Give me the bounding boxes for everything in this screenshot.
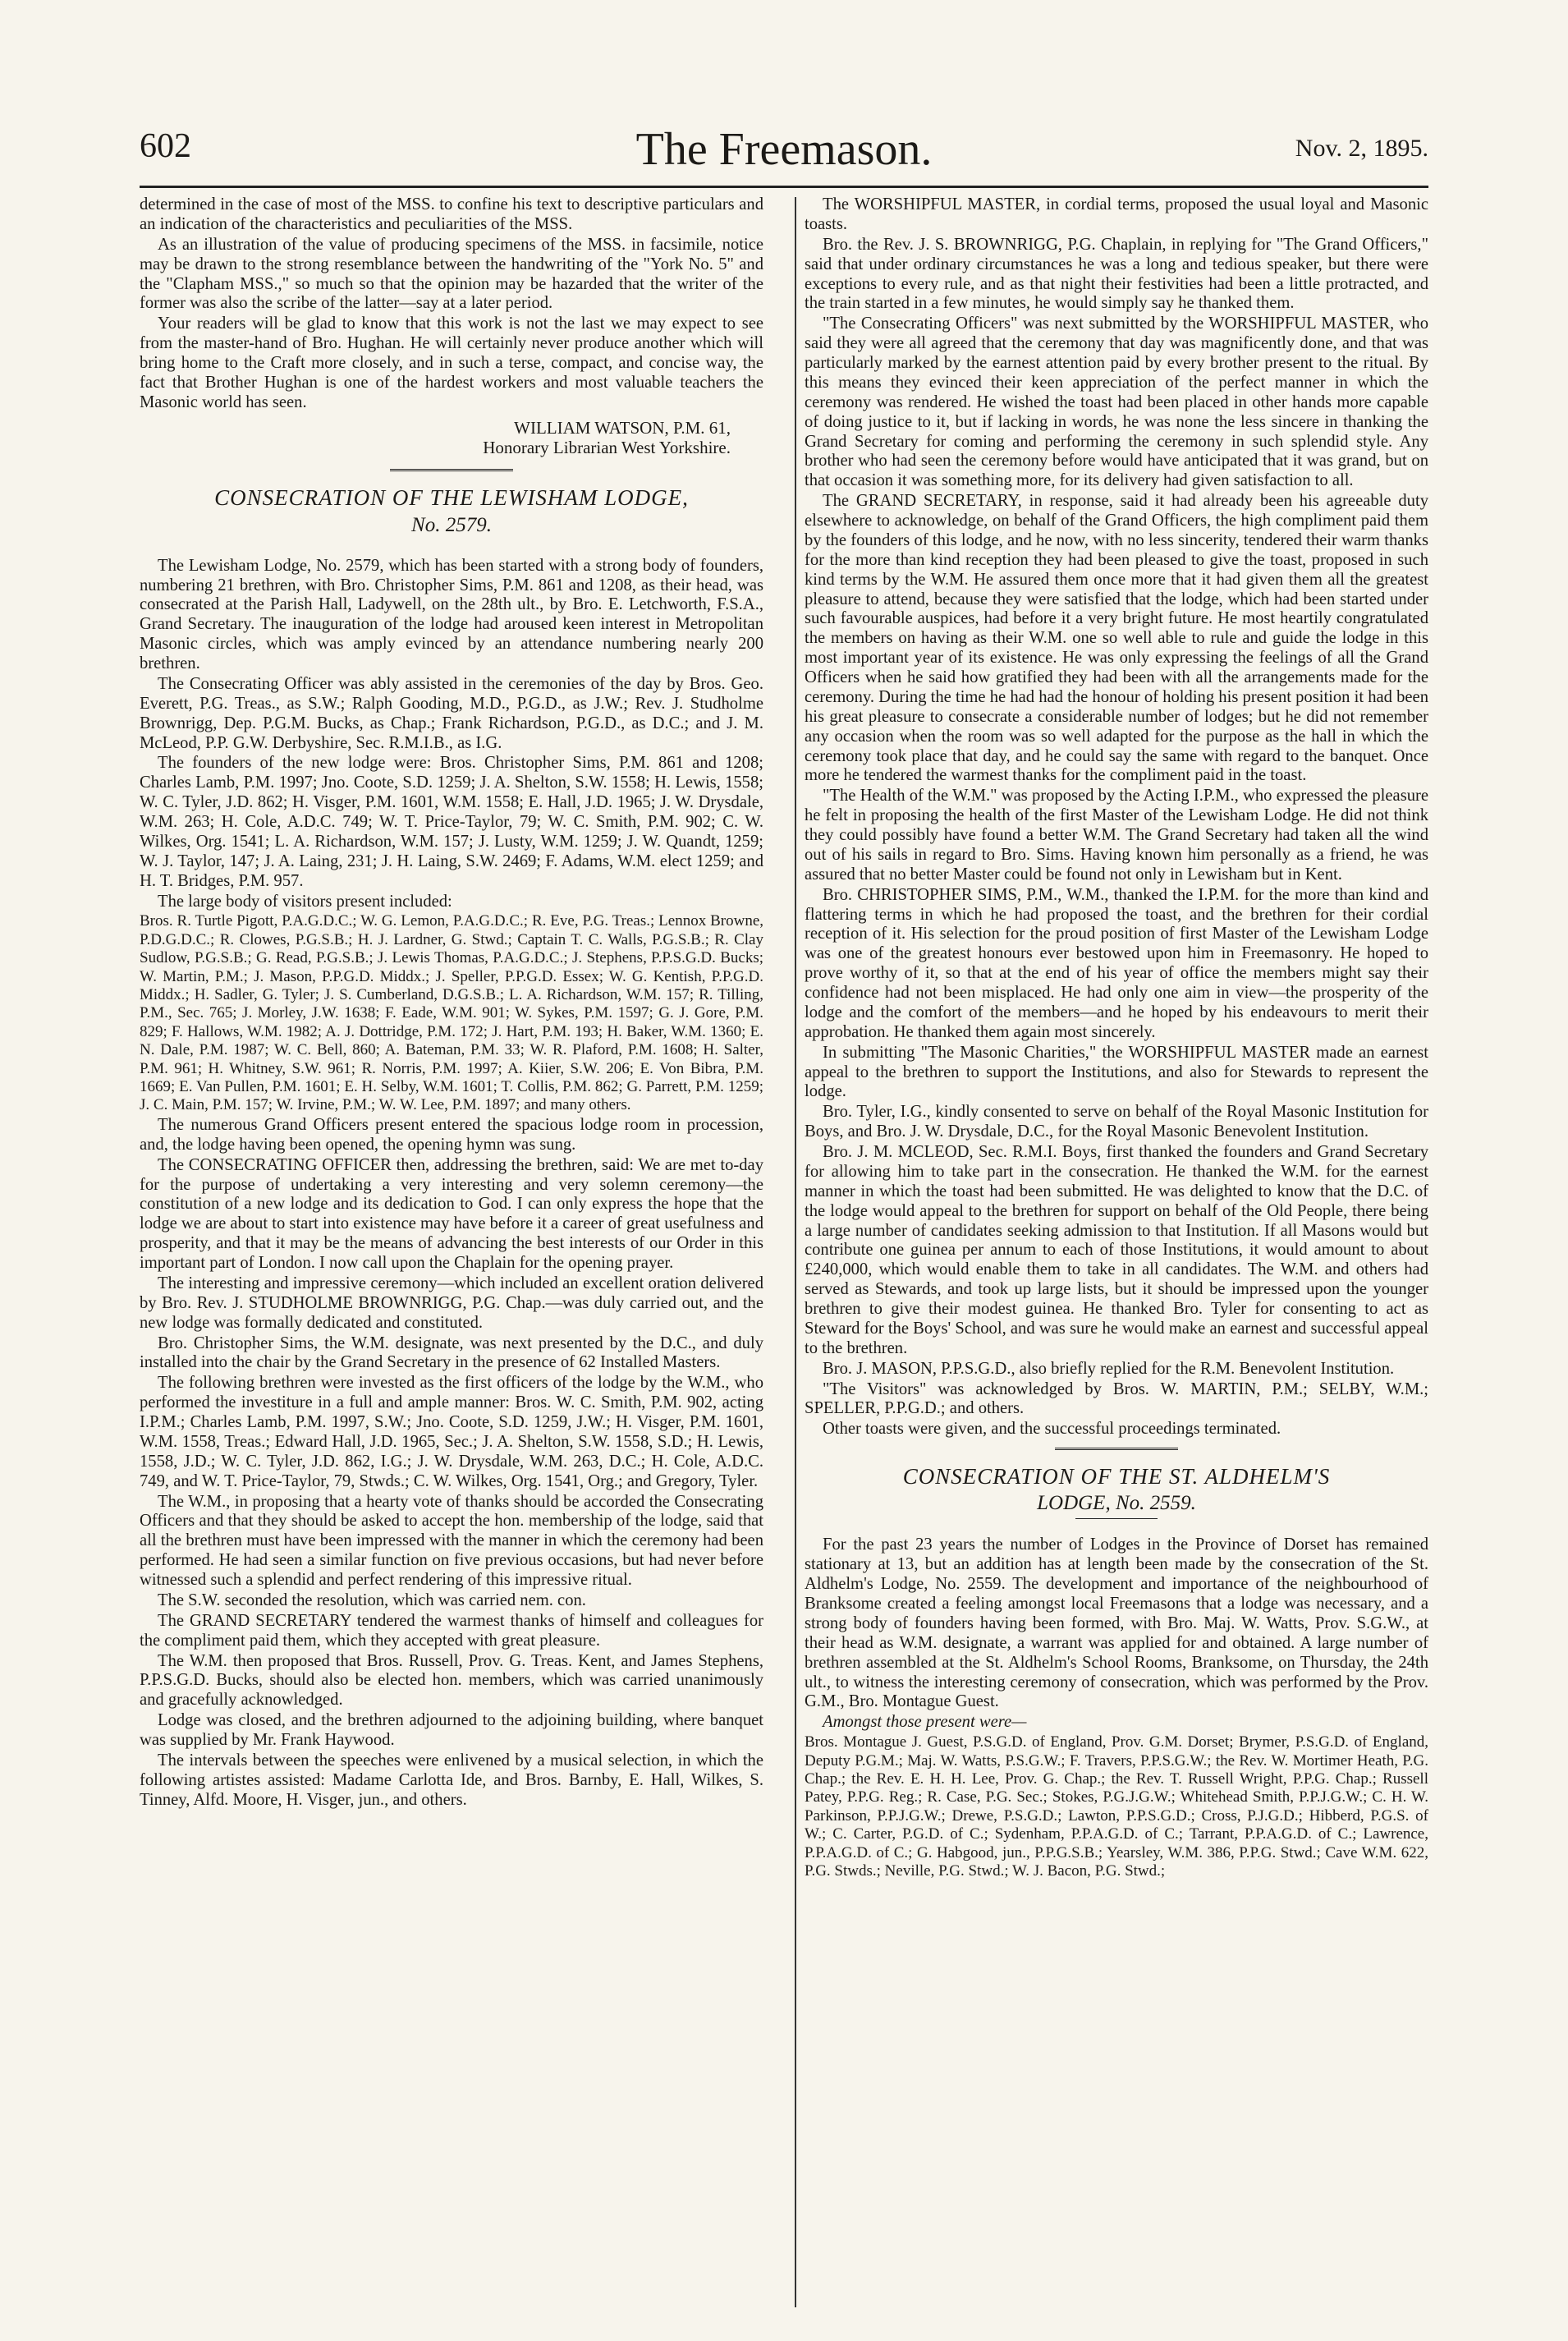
section-rule	[390, 469, 513, 474]
paragraph: The W.M. then proposed that Bros. Russell, Prov. G. Treas. Kent, and James Stephens, P.P.S.G.D. Bucks, should also be elected hon. members, which was carried unanimously and gracefully acknowledged.	[140, 1651, 763, 1710]
signature-title: Honorary Librarian West Yorkshire.	[483, 437, 731, 457]
paragraph: Lodge was closed, and the brethren adjourned to the adjoining building, where banquet was supplied by Mr. Frank Haywood.	[140, 1711, 763, 1749]
page-header	[140, 123, 1428, 189]
paragraph: The Lewisham Lodge, No. 2579, which has been started with a strong body of founders, numbering 21 brethren, with Bro. Christopher Sims, P.M. 861 and 1208, as their head, was consecrated at the Parish Hall, Ladywell, on the 28th ult., by Bro. E. Letchworth, F.S.A., Grand Secretary. The inauguration of the lodge had aroused keen interest in Metropolitan Masonic circles, which was amply evinced by an attendance numbering nearly 200 brethren.	[140, 556, 763, 673]
paragraph: The WORSHIPFUL MASTER, in cordial terms, proposed the usual loyal and Masonic toasts.	[805, 195, 1428, 233]
paragraph: The Consecrating Officer was ably assisted in the ceremonies of the day by Bros. Geo. Everett, P.G. Treas., as S.W.; Ralph Gooding, M.D., P.G.D., as J.W.; Rev. J. Studholme Brownrigg, Dep. P.G.M. Bucks, as Chap.; Frank Richardson, P.G.D., as D.C.; and J. M. McLeod, P.P. G.W. Derbyshire, Sec. R.M.I.B., as I.G.	[140, 674, 763, 752]
paragraph: The founders of the new lodge were: Bros. Christopher Sims, P.M. 861 and 1208; Charles Lamb, P.M. 1997; Jno. Coote, S.D. 1259; J. A. Shelton, S.W. 1558; H. Lewis, 1558; W. C. Tyler, J.D. 862; H. Visger, P.M. 1601, W.M. 1558; E. Hall, J.D. 1965; J. W. Drysdale, W.M. 263; H. Cole, A.D.C. 749; W. T. Price-Taylor, 79; W. C. Smith, P.M. 902; C. W. Wilkes, Org. 1541; L. A. Richardson, W.M. 157; J. Lusty, W.M. 1259; J. W. Quandt, 1259; W. J. Taylor, 147; J. A. Laing, 231; J. H. Laing, S.W. 2469; F. Adams, W.M. elect 1259; and H. T. Bridges, P.M. 957.	[140, 754, 763, 890]
left-column	[140, 195, 763, 1811]
paragraph: Other toasts were given, and the successful proceedings terminated.	[823, 1420, 1281, 1439]
paragraph: As an illustration of the value of producing specimens of the MSS. in facsimile, notice may be drawn to the strong resemblance between the handwriting of the "York No. 5" and the "Clapham MSS.," so much so that the opinion may be hazarded that the writer of the former was also the scribe of the latter—say at a later period.	[140, 235, 763, 313]
article-heading: CONSECRATION OF THE ST. ALDHELM'S	[902, 1464, 1331, 1490]
paragraph: Your readers will be glad to know that this work is not the last we may expect to see from the master-hand of Bro. Hughan. He will certainly never produce another which will bring home to the Craft more closely, and in such a terse, compact, and concise way, the fact that Brother Hughan is one of the hardest workers and most valuable teachers the Masonic world has seen.	[140, 314, 763, 411]
paragraph: The W.M., in proposing that a hearty vote of thanks should be accorded the Consecrating Officers and that they should be asked to accept the hon. membership of the lodge, said that all the brethren must have been impressed with the manner in which the ceremony had been performed. He had seen a similar function on five previous occasions, but had never before witnessed such a splendid and perfect rendering of this impressive ritual.	[140, 1492, 763, 1589]
paragraph: The GRAND SECRETARY, in response, said it had already been his agreeable duty elsewhere to acknowledge, on behalf of the Grand Officers, the high compliment paid them by the founders of this lodge, and he now, with no less sincerity, tendered their warm thanks for the more than kind reception they had been pleased to give the toast, proposed in such kind terms by the W.M. He assured them once more that it had given them all the greatest pleasure to attend, because they were satisfied that the lodge, which had been started under such favourable auspices, had before it a very bright future. He most heartily congratulated the members on having as their W.M. one so well able to rule and guide the lodge in this most important year of its existence. He was only expressing the feelings of all the Grand Officers when he said how gratified they had been with all the arrangements made for the ceremony. During the time he had had the honour of holding his present position it had been his great pleasure to consecrate a considerable number of lodges; but he did not remember any occasion when the room was so well adapted for the purpose as the hall in which the ceremony took place that day, and he could say the same with regard to the banquet. Once more he tendered the warmest thanks for the compliment paid in the toast.	[805, 492, 1428, 785]
section-rule	[1075, 1518, 1158, 1519]
paragraph: The GRAND SECRETARY tendered the warmest thanks of himself and colleagues for the compliment paid them, which they accepted with great pleasure.	[140, 1611, 763, 1650]
paragraph: Bro. Tyler, I.G., kindly consented to serve on behalf of the Royal Masonic Institution for Boys, and Bro. J. W. Drysdale, D.C., for the Royal Masonic Benevolent Institution.	[805, 1103, 1428, 1141]
right-column	[805, 195, 1428, 1881]
paragraph: The S.W. seconded the resolution, which was carried nem. con.	[158, 1591, 586, 1609]
attendee-list: Bros. Montague J. Guest, P.S.G.D. of England, Prov. G.M. Dorset; Brymer, P.S.G.D. of England, Deputy P.G.M.; Maj. W. Watts, P.S.G.W.; F. Travers, P.P.S.G.W.; the Rev. W. Mortimer Heath, P.G. Chap.; the Rev. E. H. H. Lee, Prov. G. Chap.; the Rev. T. Russell Wright, P.P.G. Chap.; Russell Patey, P.P.G. Reg.; R. Case, P.G. Sec.; Stokes, P.G.J.G.W.; Whitehead Smith, P.P.J.G.W.; C. H. W. Parkinson, P.P.J.G.W.; Drewe, P.S.G.D.; Lawton, P.P.S.G.D.; Cross, P.J.G.D.; Hibberd, P.G.S. of W.; C. Carter, P.G.D. of C.; Sydenham, P.P.A.G.D. of C.; Tarrant, P.P.A.G.D. of C.; Lawrence, P.P.A.G.D. of C.; G. Habgood, jun., P.P.G.S.B.; Yearsley, W.M. 386, P.P.G. Stwd.; Cave W.M. 622, P.G. Stwds.; Neville, P.G. Stwd.; W. J. Bacon, P.G. Stwd.;	[805, 1733, 1428, 1880]
paragraph: determined in the case of most of the MSS. to confine his text to descriptive particulars and an indication of the characteristics and peculiarities of the MSS.	[140, 195, 763, 233]
article-subheading: LODGE, No. 2559.	[1037, 1492, 1196, 1515]
paragraph: Amongst those present were—	[823, 1713, 1027, 1732]
paragraph: The intervals between the speeches were enlivened by a musical selection, in which the following artistes assisted: Madame Carlotta Ide, and Bros. Barnby, E. Hall, Wilkes, S. Tinney, Alfd. Moore, H. Visger, jun., and others.	[140, 1751, 763, 1809]
paragraph: "The Consecrating Officers" was next submitted by the WORSHIPFUL MASTER, who said they were all agreed that the ceremony that day was magnificently done, and that was particularly marked by the earnest attention paid by every brother present to the ritual. By this means they evinced their keen appreciation of the perfect manner in which the ceremony was rendered. He wished the toast had been placed in other hands more capable of doing justice to it, but if lacking in words, he was none the less sincere in thanking the Grand Secretary for coming and performing the ceremony in such splendid style. Any brother who had seen the ceremony before would have anticipated that it was grand, but on that occasion it was something more, for its delivery had given satisfaction to all.	[805, 314, 1428, 490]
paragraph: Bro. J. M. MCLEOD, Sec. R.M.I. Boys, first thanked the founders and Grand Secretary for allowing him to take part in the consecration. He thanked the W.M. for the earnest manner in which the toast had been submitted. He was delighted to know that the D.C. of the lodge would appeal to the brethren for support on behalf of the Old People, there being a large number of candidates seeking admission to that Institution. If all Masons would but contribute one guinea per annum to each of those Institutions, it would amount to about £240,000, which would enable them to take in all candidates. The W.M. and others had served as Stewards, and took up large lists, but it should be impressed upon the younger brethren to give their modest guinea. He thanked Bro. Tyler for consenting to act as Steward for the Boys' School, and was sure he would make an earnest and successful appeal to the brethren.	[805, 1143, 1428, 1357]
paragraph: Bro. J. MASON, P.P.S.G.D., also briefly replied for the R.M. Benevolent Institution.	[823, 1359, 1395, 1378]
paragraph: "The Visitors" was acknowledged by Bros. W. MARTIN, P.M.; SELBY, W.M.; SPELLER, P.P.G.D.; and others.	[805, 1379, 1428, 1418]
paragraph: The large body of visitors present included:	[158, 892, 452, 911]
section-rule	[1055, 1448, 1178, 1453]
column-divider	[795, 197, 796, 2307]
paragraph: For the past 23 years the number of Lodges in the Province of Dorset has remained stationary at 13, but an addition has at length been made by the consecration of the St. Aldhelm's Lodge, No. 2559. The development and importance of the neighbourhood of Branksome created a feeling amongst local Freemasons that a lodge was necessary, and a strong body of founders having been formed, with Bro. Maj. W. Watts, Prov. S.G.W., at their head as W.M. designate, a warrant was applied for and obtained. A large number of brethren assembled at the St. Aldhelm's School Rooms, Branksome, on Thursday, the 24th ult., to witness the interesting ceremony of consecration, which was performed by the Prov. G.M., Bro. Montague Guest.	[805, 1535, 1428, 1711]
issue-date: Nov. 2, 1895.	[1295, 135, 1428, 162]
paragraph: Bro. Christopher Sims, the W.M. designate, was next presented by the D.C., and duly installed into the chair by the Grand Secretary in the presence of 62 Installed Masters.	[140, 1333, 763, 1372]
signature-name: WILLIAM WATSON, P.M. 61,	[514, 417, 731, 438]
article-subheading: No. 2579.	[411, 513, 492, 536]
paragraph: The following brethren were invested as the first officers of the lodge by the W.M., who performed the investiture in a full and ample manner: Bros. W. C. Smith, P.M. 902, acting I.P.M.; Charles Lamb, P.M. 1997, S.W.; Jno. Coote, S.D. 1259, J.W.; H. Visger, P.M. 1601, W.M. 1558, Treas.; Edward Hall, J.D. 1965, Sec.; J. A. Shelton, S.W. 1558, S.D.; H. Lewis, 1558, J.D.; W. C. Tyler, J.D. 862, I.G.; J. W. Drysdale, W.M. 263, D.C.; H. Cole, A.D.C. 749, and W. T. Price-Taylor, 79, Stwds.; C. W. Wilkes, Org. 1541, Org.; and Gregory, Tyler.	[140, 1374, 763, 1490]
article-heading: CONSECRATION OF THE LEWISHAM LODGE,	[214, 485, 689, 511]
page-number: 602	[140, 127, 191, 165]
paragraph: "The Health of the W.M." was proposed by the Acting I.P.M., who expressed the pleasure he felt in proposing the health of the first Master of the Lewisham Lodge. He did not think they could possibly have found a better W.M. The Grand Secretary had taken all the wind out of his sails in regard to Bro. Sims. Having known him personally as a friend, he was assured that no better Master could be found not only in Lewisham but in Kent.	[805, 787, 1428, 884]
paragraph: The interesting and impressive ceremony—which included an excellent oration delivered by Bro. Rev. J. STUDHOLME BROWNRIGG, P.G. Chap.—was duly carried out, and the new lodge was formally dedicated and constituted.	[140, 1274, 763, 1332]
masthead: The Freemason.	[635, 124, 933, 175]
paragraph: Bro. CHRISTOPHER SIMS, P.M., W.M., thanked the I.P.M. for the more than kind and flattering terms in which he had proposed the toast, and the brethren for their cordial reception of it. His selection for the proud position of first Master of the Lewisham Lodge was one of the greatest honours ever bestowed upon him in Freemasonry. He hoped to prove worthy of it, so that at the end of his year of office the members might say their confidence had not been misplaced. He had only one aim in view—the prosperity of the lodge and the comfort of the members—and he hoped by his endeavours to merit their approbation. He thanked them again most sincerely.	[805, 885, 1428, 1041]
paragraph: The numerous Grand Officers present entered the spacious lodge room in procession, and, the lodge having been opened, the opening hymn was sung.	[140, 1115, 763, 1154]
visitor-list: Bros. R. Turtle Pigott, P.A.G.D.C.; W. G. Lemon, P.A.G.D.C.; R. Eve, P.G. Treas.; Lennox Browne, P.D.G.D.C.; R. Clowes, P.G.S.B.; H. J. Lardner, G. Stwd.; Captain T. C. Walls, P.G.S.B.; R. Clay Sudlow, P.G.S.B.; G. Read, P.G.S.B.; J. Lewis Thomas, P.A.G.D.C.; J. Stephens, P.P.S.G.D. Bucks; W. Martin, P.M.; J. Mason, P.P.G.D. Middx.; J. Speller, P.P.G.D. Essex; W. G. Kentish, P.P.G.D. Middx.; H. Sadler, G. Tyler; J. S. Cumberland, D.G.S.B.; L. A. Richardson, W.M. 157; R. Tilling, P.M., Sec. 765; J. Morley, J.W. 1638; F. Eade, W.M. 901; W. Sykes, P.M. 1597; G. J. Gore, P.M. 829; F. Hallows, W.M. 1982; A. J. Dottridge, P.M. 172; J. Hart, P.M. 193; H. Baker, W.M. 1360; E. N. Dale, P.M. 1987; W. C. Bell, 860; A. Bateman, P.M. 33; W. R. Plaford, P.M. 1608; H. Salter, P.M. 961; H. Whitney, S.W. 961; R. Norris, P.M. 1997; A. Kiier, S.W. 206; E. Von Bibra, P.M. 1669; E. Van Pullen, P.M. 1601; E. H. Selby, W.M. 1601; T. Collis, P.M. 862; G. Parrett, P.M. 1259; J. C. Main, P.M. 157; W. Irvine, P.M.; W. W. Lee, P.M. 1897; and many others.	[140, 912, 763, 1114]
paragraph: In submitting "The Masonic Charities," the WORSHIPFUL MASTER made an earnest appeal to the brethren to support the Institutions, and also for Stewards to represent the lodge.	[805, 1043, 1428, 1101]
header-rule	[140, 186, 1428, 188]
paragraph: Bro. the Rev. J. S. BROWNRIGG, P.G. Chaplain, in replying for "The Grand Officers," said that under ordinary circumstances he was a long and tedious speaker, but there were exceptions to every rule, and as that night their festivities had been a little protracted, and the train started in a few minutes, he would simply say he thanked them.	[805, 235, 1428, 313]
paragraph: The CONSECRATING OFFICER then, addressing the brethren, said: We are met to-day for the purpose of undertaking a very interesting and very solemn ceremony—the constitution of a new lodge and its dedication to God. I can only express the hope that the lodge we are about to start into existence may have before it a career of great usefulness and prosperity, and that it may be the means of advancing the best interests of our Order in this important part of London. I now call upon the Chaplain for the opening prayer.	[140, 1155, 763, 1272]
